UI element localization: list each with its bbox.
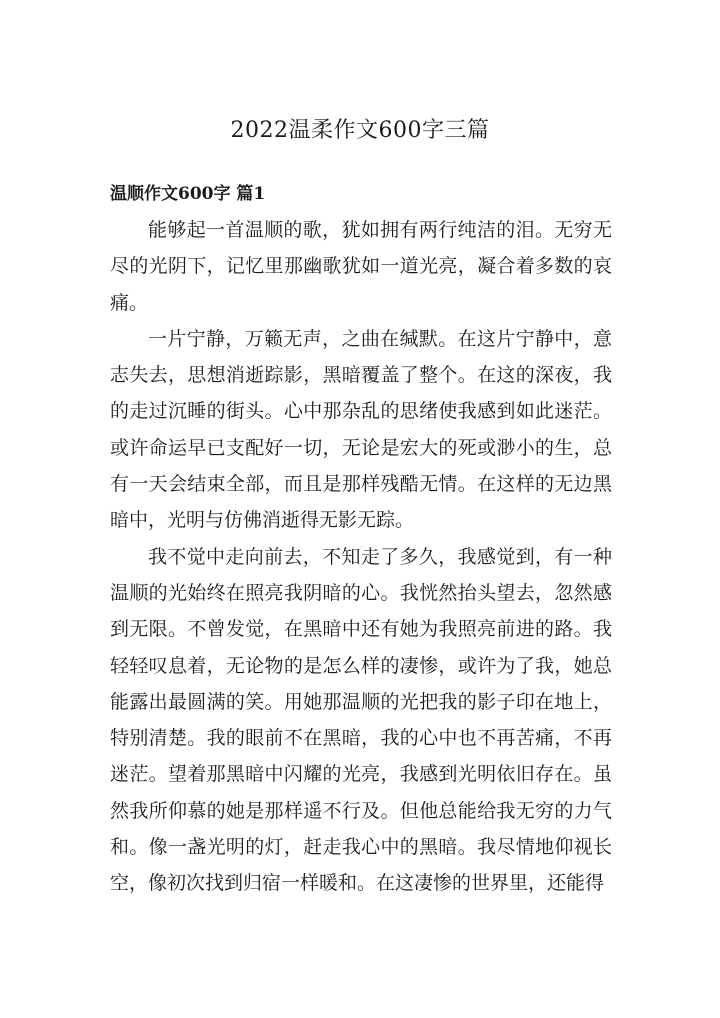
paragraph: 一片宁静，万籁无声，之曲在缄默。在这片宁静中，意志失去，思想消逝踪影，黑暗覆盖了整个。在这的深夜，我的走过沉睡的街头。心中那杂乱的思绪使我感到如此迷茫。或许命运早已支配好一切，无论是宏大的死或渺小的生，总有一天会结束全部，而且是那样残酷无情。在这样的无边黑暗中，光明与仿佛消逝得无影无踪。	[110, 327, 612, 532]
body-text	[110, 212, 612, 902]
section-heading: 温顺作文600字 篇1	[110, 184, 266, 204]
paragraph: 能够起一首温顺的歌，犹如拥有两行纯洁的泪。无穷无尽的光阴下，记忆里那幽歌犹如一道光亮，凝合着多数的哀痛。	[110, 219, 612, 314]
paragraph: 我不觉中走向前去，不知走了多久，我感觉到，有一种温顺的光始终在照亮我阴暗的心。我恍然抬头望去，忽然感到无限。不曾发觉，在黑暗中还有她为我照亮前进的路。我轻轻叹息着，无论物的是怎么样的凄惨，或许为了我，她总能露出最圆满的笑。用她那温顺的光把我的影子印在地上，特别清楚。我的眼前不在黑暗，我的心中也不再苦痛，不再迷茫。望着那黑暗中闪耀的光亮，我感到光明依旧存在。虽然我所仰慕的她是那样遥不行及。但他总能给我无穷的力气和。像一盏光明的灯，赶走我心中的黑暗。我尽情地仰视长空，像初次找到归宿一样暖和。在这凄惨的世界里，还能得	[110, 545, 612, 895]
document-title: 2022温柔作文600字三篇	[230, 118, 490, 143]
